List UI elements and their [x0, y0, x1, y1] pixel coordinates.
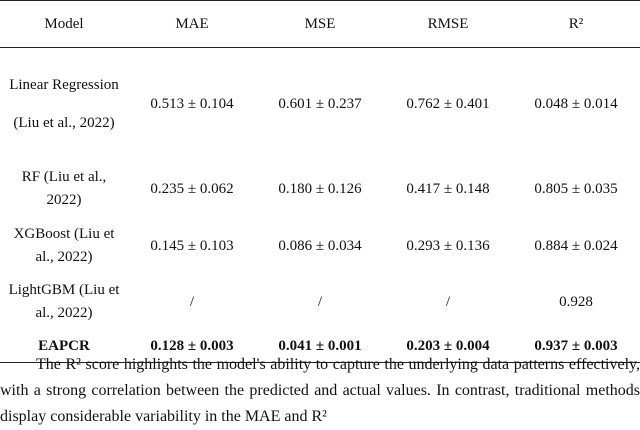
- cell-mae: /: [189, 293, 195, 310]
- cell-mae: 0.128 ± 0.003: [128, 330, 256, 363]
- header-mae: MAE: [128, 1, 256, 48]
- cell-model: [0, 274, 128, 330]
- cell-mse: 0.086 ± 0.034: [278, 237, 362, 254]
- cell-rmse: /: [445, 293, 451, 310]
- cell-mse: 0.601 ± 0.237: [278, 96, 362, 112]
- cell-model: [0, 48, 128, 161]
- cell-rmse: 0.293 ± 0.136: [406, 237, 490, 254]
- table-row: [0, 218, 640, 274]
- table-row: [0, 160, 640, 218]
- header-r2: R²: [512, 1, 640, 48]
- cell-r2: 0.928: [559, 293, 593, 310]
- cell-r2: 0.048 ± 0.014: [534, 96, 618, 112]
- cell-rmse: 0.203 ± 0.004: [384, 330, 512, 363]
- cell-mse: 0.180 ± 0.126: [278, 180, 362, 197]
- cell-mae: 0.145 ± 0.103: [150, 237, 234, 254]
- cell-mae: 0.235 ± 0.062: [150, 180, 234, 197]
- cell-model: [0, 218, 128, 274]
- cell-rmse: 0.417 ± 0.148: [406, 180, 490, 197]
- cell-rmse: 0.762 ± 0.401: [406, 96, 490, 112]
- model-name: XGBoost (Liu et al., 2022): [13, 226, 115, 265]
- cell-r2: 0.937 ± 0.003: [512, 330, 640, 363]
- cell-model: [0, 160, 128, 218]
- table-row: [0, 274, 640, 330]
- table-row: [0, 48, 640, 161]
- header-rmse: RMSE: [384, 1, 512, 48]
- cell-mae: 0.513 ± 0.104: [150, 96, 234, 112]
- cell-mse: /: [317, 293, 323, 310]
- cell-r2: 0.805 ± 0.035: [534, 180, 618, 197]
- header-row: [0, 1, 640, 48]
- header-model: Model: [0, 1, 128, 48]
- model-name: LightGBM (Liu et al., 2022): [8, 282, 120, 321]
- cell-mse: 0.041 ± 0.001: [256, 330, 384, 363]
- header-mse: MSE: [256, 1, 384, 48]
- body-paragraph: The R² score highlights the model's ability to capture the underlying data patterns effectively, with a strong correlation between the predicted and actual values. In contrast, traditional methods display considerable variability in the MAE and R²: [0, 356, 640, 425]
- model-name: Linear Regression (Liu et al., 2022): [9, 77, 119, 131]
- model-name: RF (Liu et al., 2022): [21, 169, 107, 208]
- cell-r2: 0.884 ± 0.024: [534, 237, 618, 254]
- model-name: EAPCR: [38, 338, 90, 354]
